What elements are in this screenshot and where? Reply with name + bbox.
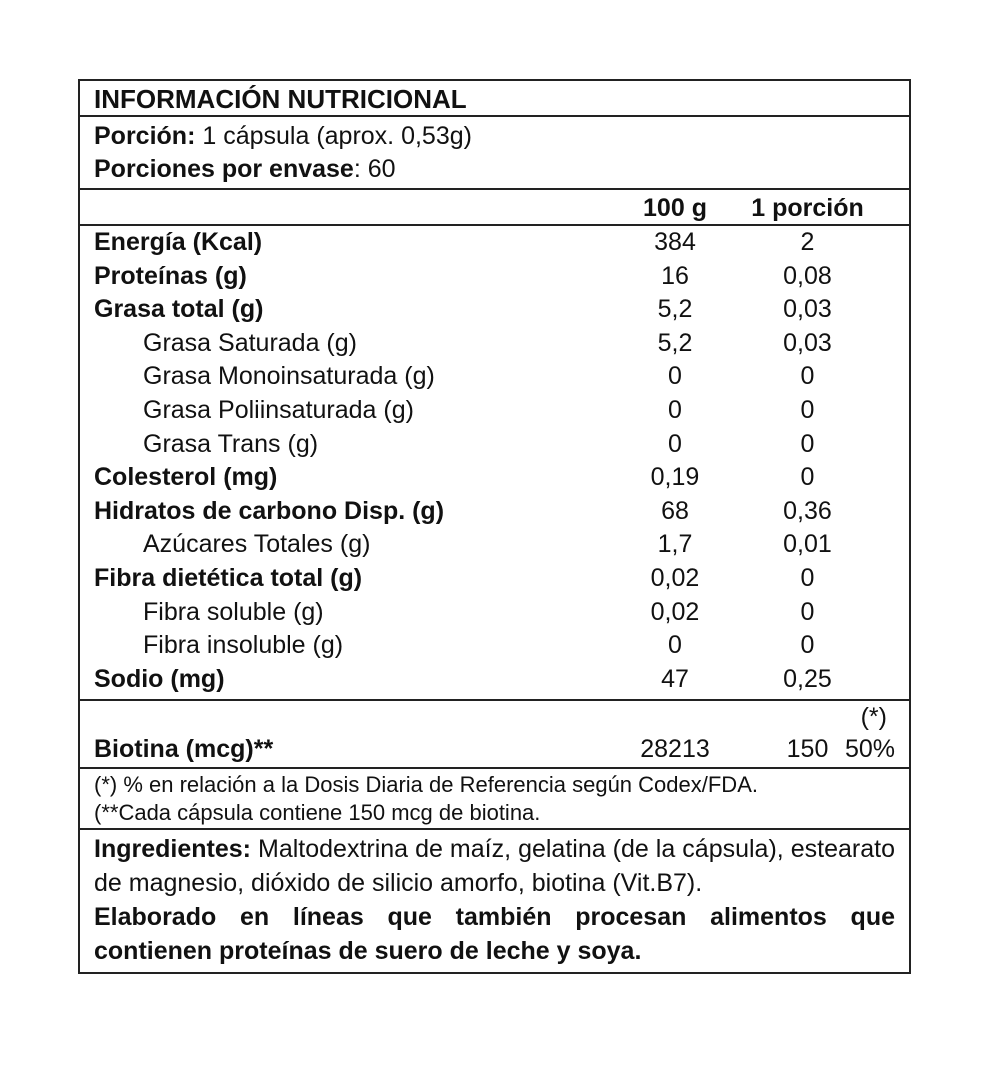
footnotes [80,769,909,830]
nutrient-per100: 5,2 [657,295,693,324]
nutrient-per100: 0,02 [650,597,700,626]
nutrient-per-serving: 0,03 [783,328,832,357]
nutrient-row [80,394,909,428]
nutrient-per-serving: 0 [800,362,815,391]
biotin-per-serving: 150 [786,735,829,764]
nutrient-per-serving: 0 [800,631,815,660]
nutrient-per-serving: 0 [800,597,815,626]
nutrient-name: Fibra dietética total (g) [94,563,363,592]
servings-line [80,153,909,186]
nutrient-per100: 0,19 [650,463,700,492]
nutrient-row [80,663,909,697]
nutrient-name: Hidratos de carbono Disp. (g) [94,496,445,525]
allergen-statement: Elaborado en líneas que también procesan alimentos que contienen proteínas de suero de leche y soya. [94,903,895,966]
nutrient-name: Energía (Kcal) [94,228,263,256]
biotin-percent: 50% [844,735,895,764]
servings-label: Porciones por envase [94,155,354,183]
ingredients-list: Maltodextrina de maíz, gelatina (de la cápsula), estearato de magnesio, dióxido de silicio amorfo, biotina (Vit.B7). [94,835,895,898]
nutrient-row [80,226,909,260]
nutrient-name: Grasa Poliinsaturada (g) [143,395,414,424]
nutrient-per-serving: 0 [800,395,815,424]
footnote-biotin: (**Cada cápsula contiene 150 mcg de biotina. [94,800,541,826]
nutrient-row [80,528,909,562]
portion-value: 1 cápsula (aprox. 0,53g) [195,122,472,150]
nutrient-row [80,596,909,630]
biotin-row [80,701,909,769]
nutrient-per-serving: 0,25 [783,664,832,693]
nutrient-per100: 0 [668,429,682,458]
serving-info [80,117,909,190]
nutrition-label [78,79,911,974]
nutrient-row [80,562,909,596]
nutrient-row [80,260,909,294]
nutrient-row [80,360,909,394]
column-per100: 100 g [643,194,707,222]
nutrient-rows [80,226,909,701]
daily-value-marker: (*) [860,703,887,732]
nutrient-row [80,293,909,327]
biotin-name: Biotina (mcg)** [94,735,274,764]
nutrient-name: Proteínas (g) [94,261,247,290]
nutrient-name: Fibra insoluble (g) [143,631,344,660]
nutrient-per-serving: 0,36 [783,496,832,525]
nutrient-per-serving: 0,03 [783,295,832,324]
footnote-daily-value: (*) % en relación a la Dosis Diaria de Referencia según Codex/FDA. [94,772,758,798]
servings-value: : 60 [353,155,396,183]
nutrient-per-serving: 2 [800,228,815,256]
nutrient-name: Grasa total (g) [94,295,264,324]
nutrient-per100: 0 [668,631,682,660]
portion-label: Porción: [94,122,196,150]
nutrient-name: Grasa Monoinsaturada (g) [143,362,435,391]
label-title: INFORMACIÓN NUTRICIONAL [80,81,909,117]
nutrient-row [80,629,909,663]
nutrient-row [80,495,909,529]
column-per-serving: 1 porción [751,194,864,222]
nutrient-per100: 384 [654,228,696,256]
ingredients-section [80,830,909,972]
nutrient-row [80,327,909,361]
nutrient-name: Grasa Saturada (g) [143,328,357,357]
nutrient-per100: 0,02 [650,563,700,592]
nutrient-per-serving: 0 [800,429,815,458]
nutrient-per-serving: 0 [800,463,815,492]
ingredients-label: Ingredientes: [94,835,251,864]
nutrient-per100: 1,7 [657,530,693,559]
portion-line [80,120,909,153]
nutrient-per100: 5,2 [657,328,693,357]
nutrient-per100: 16 [661,261,689,290]
nutrient-per100: 47 [661,664,689,693]
nutrient-row [80,428,909,462]
nutrient-per-serving: 0,08 [783,261,832,290]
ingredients-text [94,832,895,900]
nutrient-name: Colesterol (mg) [94,463,278,492]
nutrient-per100: 0 [668,362,682,391]
nutrient-per-serving: 0,01 [783,530,832,559]
biotin-per100: 28213 [640,735,710,764]
nutrient-per100: 0 [668,395,682,424]
nutrient-name: Azúcares Totales (g) [143,530,371,559]
nutrient-row [80,461,909,495]
column-header [80,190,909,226]
nutrient-per-serving: 0 [800,563,815,592]
nutrient-name: Grasa Trans (g) [143,429,319,458]
nutrient-name: Fibra soluble (g) [143,597,324,626]
nutrient-name: Sodio (mg) [94,664,225,693]
nutrient-per100: 68 [661,496,689,525]
